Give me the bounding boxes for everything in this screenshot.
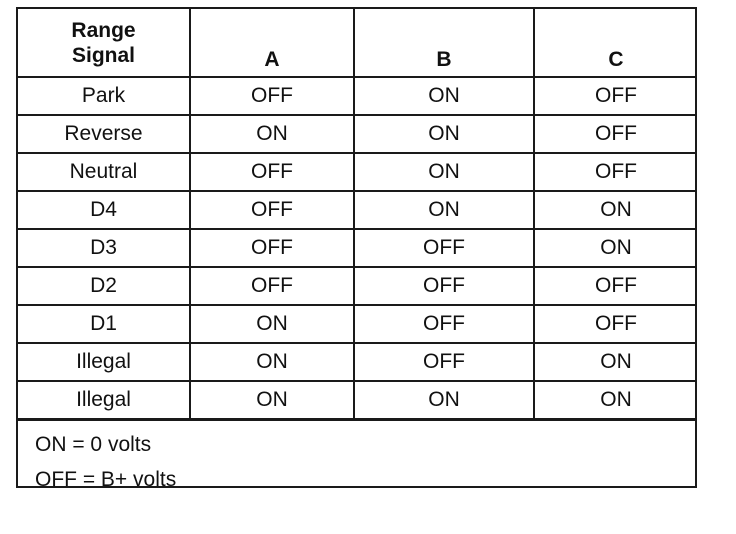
cell-range: Illegal xyxy=(18,381,190,419)
cell-a: ON xyxy=(190,115,354,153)
cell-range: Reverse xyxy=(18,115,190,153)
cell-a: OFF xyxy=(190,191,354,229)
legend-off: OFF = B+ volts xyxy=(35,468,177,491)
table-row xyxy=(18,229,697,267)
cell-c: OFF xyxy=(534,267,697,305)
table-row xyxy=(18,115,697,153)
cell-c: OFF xyxy=(534,305,697,343)
table-row xyxy=(18,77,697,115)
table-row xyxy=(18,343,697,381)
cell-c: OFF xyxy=(534,77,697,115)
table-header-row xyxy=(18,9,697,77)
cell-a: OFF xyxy=(190,267,354,305)
header-b: B xyxy=(354,9,534,77)
cell-b: ON xyxy=(354,381,534,419)
cell-c: ON xyxy=(534,343,697,381)
cell-b: OFF xyxy=(354,267,534,305)
header-signal-line: Signal xyxy=(71,43,135,67)
cell-range: D2 xyxy=(18,267,190,305)
cell-a: OFF xyxy=(190,77,354,115)
cell-a: ON xyxy=(190,343,354,381)
cell-c: ON xyxy=(534,381,697,419)
cell-a: ON xyxy=(190,305,354,343)
cell-a: OFF xyxy=(190,229,354,267)
cell-range: Park xyxy=(18,77,190,115)
table-row xyxy=(18,191,697,229)
cell-b: OFF xyxy=(354,229,534,267)
cell-c: ON xyxy=(534,191,697,229)
header-c: C xyxy=(534,9,697,77)
cell-b: ON xyxy=(354,115,534,153)
cell-b: OFF xyxy=(354,343,534,381)
cell-a: OFF xyxy=(190,153,354,191)
range-signal-table-frame xyxy=(16,7,697,491)
voltage-legend xyxy=(18,419,695,491)
table-row xyxy=(18,381,697,419)
table-row xyxy=(18,153,697,191)
cell-c: OFF xyxy=(534,115,697,153)
cell-range: D3 xyxy=(18,229,190,267)
cell-b: ON xyxy=(354,153,534,191)
table-row xyxy=(18,267,697,305)
legend-on: ON = 0 volts xyxy=(35,433,152,456)
cell-b: ON xyxy=(354,77,534,115)
cell-range: D4 xyxy=(18,191,190,229)
cell-c: ON xyxy=(534,229,697,267)
cell-range: Neutral xyxy=(18,153,190,191)
range-signal-table xyxy=(18,9,697,420)
cell-range: D1 xyxy=(18,305,190,343)
header-range-line: Range xyxy=(71,18,136,42)
cell-b: ON xyxy=(354,191,534,229)
cell-range: Illegal xyxy=(18,343,190,381)
cell-c: OFF xyxy=(534,153,697,191)
cell-a: ON xyxy=(190,381,354,419)
cell-b: OFF xyxy=(354,305,534,343)
table-row xyxy=(18,305,697,343)
header-range-signal xyxy=(18,9,190,77)
header-a: A xyxy=(190,9,354,77)
